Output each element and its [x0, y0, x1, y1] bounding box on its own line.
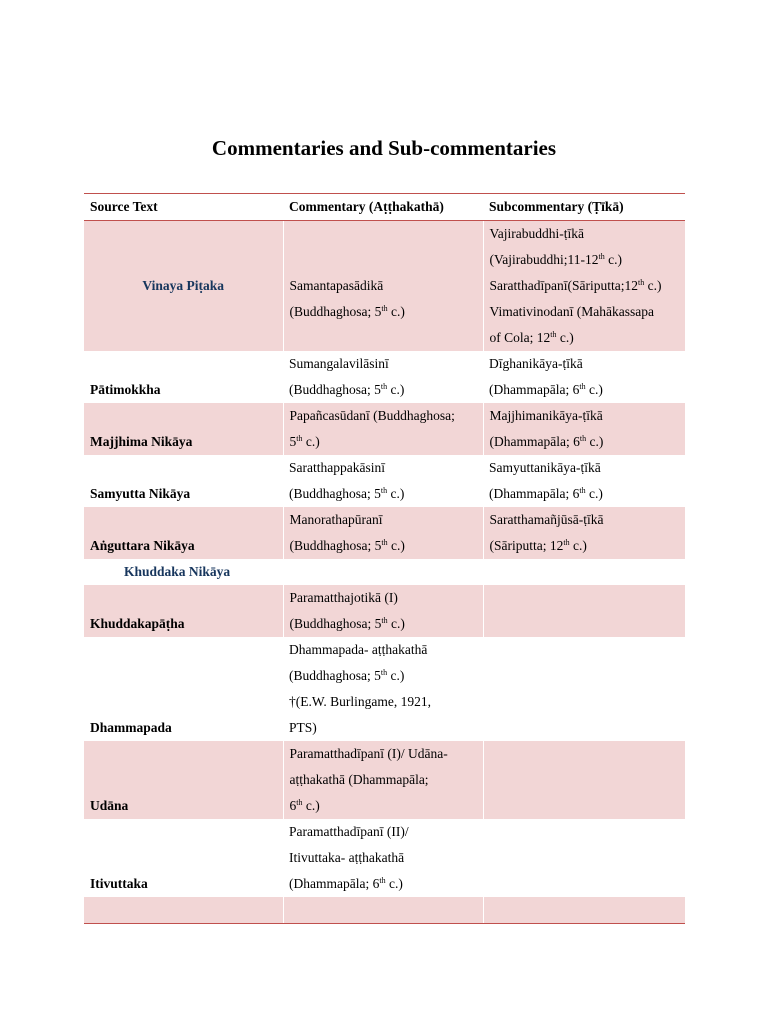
cell-line: (Buddhaghosa; 5th c.)	[289, 486, 405, 501]
source-text-cell: Vinaya Piṭaka	[84, 221, 283, 352]
commentary-cell	[283, 507, 483, 559]
table-row	[84, 403, 685, 455]
source-text-cell: Samyutta Nikāya	[90, 486, 191, 501]
subcommentary-cell	[483, 221, 685, 352]
header-subcommentary: Subcommentary (Ṭīkā)	[483, 194, 685, 221]
empty-cell	[283, 897, 483, 924]
subcommentary-cell	[483, 585, 685, 637]
table-row	[84, 507, 685, 559]
cell-line: (Dhammapāla; 6th c.)	[489, 382, 603, 397]
cell-line: (Buddhaghosa; 5th c.)	[289, 616, 405, 631]
group-row	[84, 559, 685, 585]
cell-line: (Buddhaghosa; 5th c.)	[289, 538, 405, 553]
cell-line: (Buddhaghosa; 5th c.)	[289, 304, 405, 319]
cell-line: of Cola; 12th c.)	[489, 330, 574, 345]
source-text-cell: Itivuttaka	[90, 876, 148, 891]
header-source-text: Source Text	[84, 194, 283, 221]
subcommentary-cell	[483, 741, 685, 819]
cell-line: Saratthadīpanī(Sāriputta;12th c.)	[489, 278, 662, 293]
empty-row	[84, 897, 685, 924]
header-commentary: Commentary (Aṭṭhakathā)	[283, 194, 483, 221]
table-row	[84, 221, 685, 352]
subcommentary-cell	[483, 351, 685, 403]
subcommentary-cell	[483, 507, 685, 559]
empty-cell	[483, 897, 685, 924]
subcommentary-cell	[483, 455, 685, 507]
cell-line: (Sāriputta; 12th c.)	[489, 538, 587, 553]
commentary-cell	[283, 741, 483, 819]
cell-line: Vimativinodanī (Mahākassapa	[489, 304, 655, 319]
cell-line: (Dhammapāla; 6th c.)	[289, 876, 403, 891]
source-text-cell: Dhammapada	[90, 720, 172, 735]
cell-line: Paramatthajotikā (I)	[289, 590, 398, 605]
cell-line: Vajirabuddhi-ṭīkā	[489, 226, 584, 241]
cell-line: Manorathapūranī	[289, 512, 383, 527]
commentary-cell	[283, 637, 483, 741]
cell-line: Paramatthadīpanī (II)/	[289, 824, 409, 839]
commentary-table	[84, 193, 685, 924]
cell-line: 6th c.)	[289, 798, 320, 813]
source-text-cell: Udāna	[84, 741, 283, 819]
cell-line: Samantapasādikā	[289, 278, 384, 293]
cell-line: Majjhimanikāya-ṭīkā	[489, 408, 603, 423]
cell-line: Saratthamañjūsā-ṭīkā	[489, 512, 604, 527]
source-text-cell: Aṅguttara Nikāya	[84, 507, 283, 559]
cell-line: (Dhammapāla; 6th c.)	[489, 486, 603, 501]
source-text-cell: Khuddakapāṭha	[84, 585, 283, 637]
source-text-cell: Pātimokkha	[90, 382, 161, 397]
cell-line: †(E.W. Burlingame, 1921,	[289, 694, 431, 709]
subcommentary-cell	[483, 819, 685, 897]
commentary-cell	[283, 455, 483, 507]
page-title: Commentaries and Sub-commentaries	[211, 136, 557, 160]
cell-line: Itivuttaka- aṭṭhakathā	[289, 850, 405, 865]
table-row	[84, 351, 685, 403]
commentary-cell	[283, 819, 483, 897]
table-header-row	[84, 194, 685, 221]
table-row	[84, 741, 685, 819]
commentary-cell	[283, 403, 483, 455]
commentary-cell	[283, 585, 483, 637]
cell-line: Samyuttanikāya-ṭīkā	[489, 460, 601, 475]
cell-line: (Dhammapāla; 6th c.)	[489, 434, 604, 449]
cell-line: Sumangalavilāsinī	[289, 356, 389, 371]
source-text-cell: Majjhima Nikāya	[84, 403, 283, 455]
cell-line: (Vajirabuddhi;11-12th c.)	[489, 252, 622, 267]
group-label: Khuddaka Nikāya	[124, 564, 231, 579]
subcommentary-cell	[483, 403, 685, 455]
cell-line: Dhammapada- aṭṭhakathā	[289, 642, 428, 657]
table-row	[84, 455, 685, 507]
cell-line: PTS)	[289, 720, 317, 735]
cell-line: Saratthappakāsinī	[289, 460, 385, 475]
cell-line: Papañcasūdanī (Buddhaghosa;	[289, 408, 455, 423]
commentary-cell	[283, 221, 483, 352]
cell-line: aṭṭhakathā (Dhammapāla;	[289, 772, 429, 787]
commentary-cell	[283, 351, 483, 403]
table-row	[84, 819, 685, 897]
cell-line: Dīghanikāya-ṭīkā	[489, 356, 583, 371]
subcommentary-cell	[483, 637, 685, 741]
cell-line: (Buddhaghosa; 5th c.)	[289, 382, 405, 397]
table-row	[84, 637, 685, 741]
table-row	[84, 585, 685, 637]
cell-line: 5th c.)	[289, 434, 320, 449]
cell-line: Paramatthadīpanī (I)/ Udāna-	[289, 746, 448, 761]
empty-cell	[84, 897, 283, 924]
cell-line: (Buddhaghosa; 5th c.)	[289, 668, 405, 683]
